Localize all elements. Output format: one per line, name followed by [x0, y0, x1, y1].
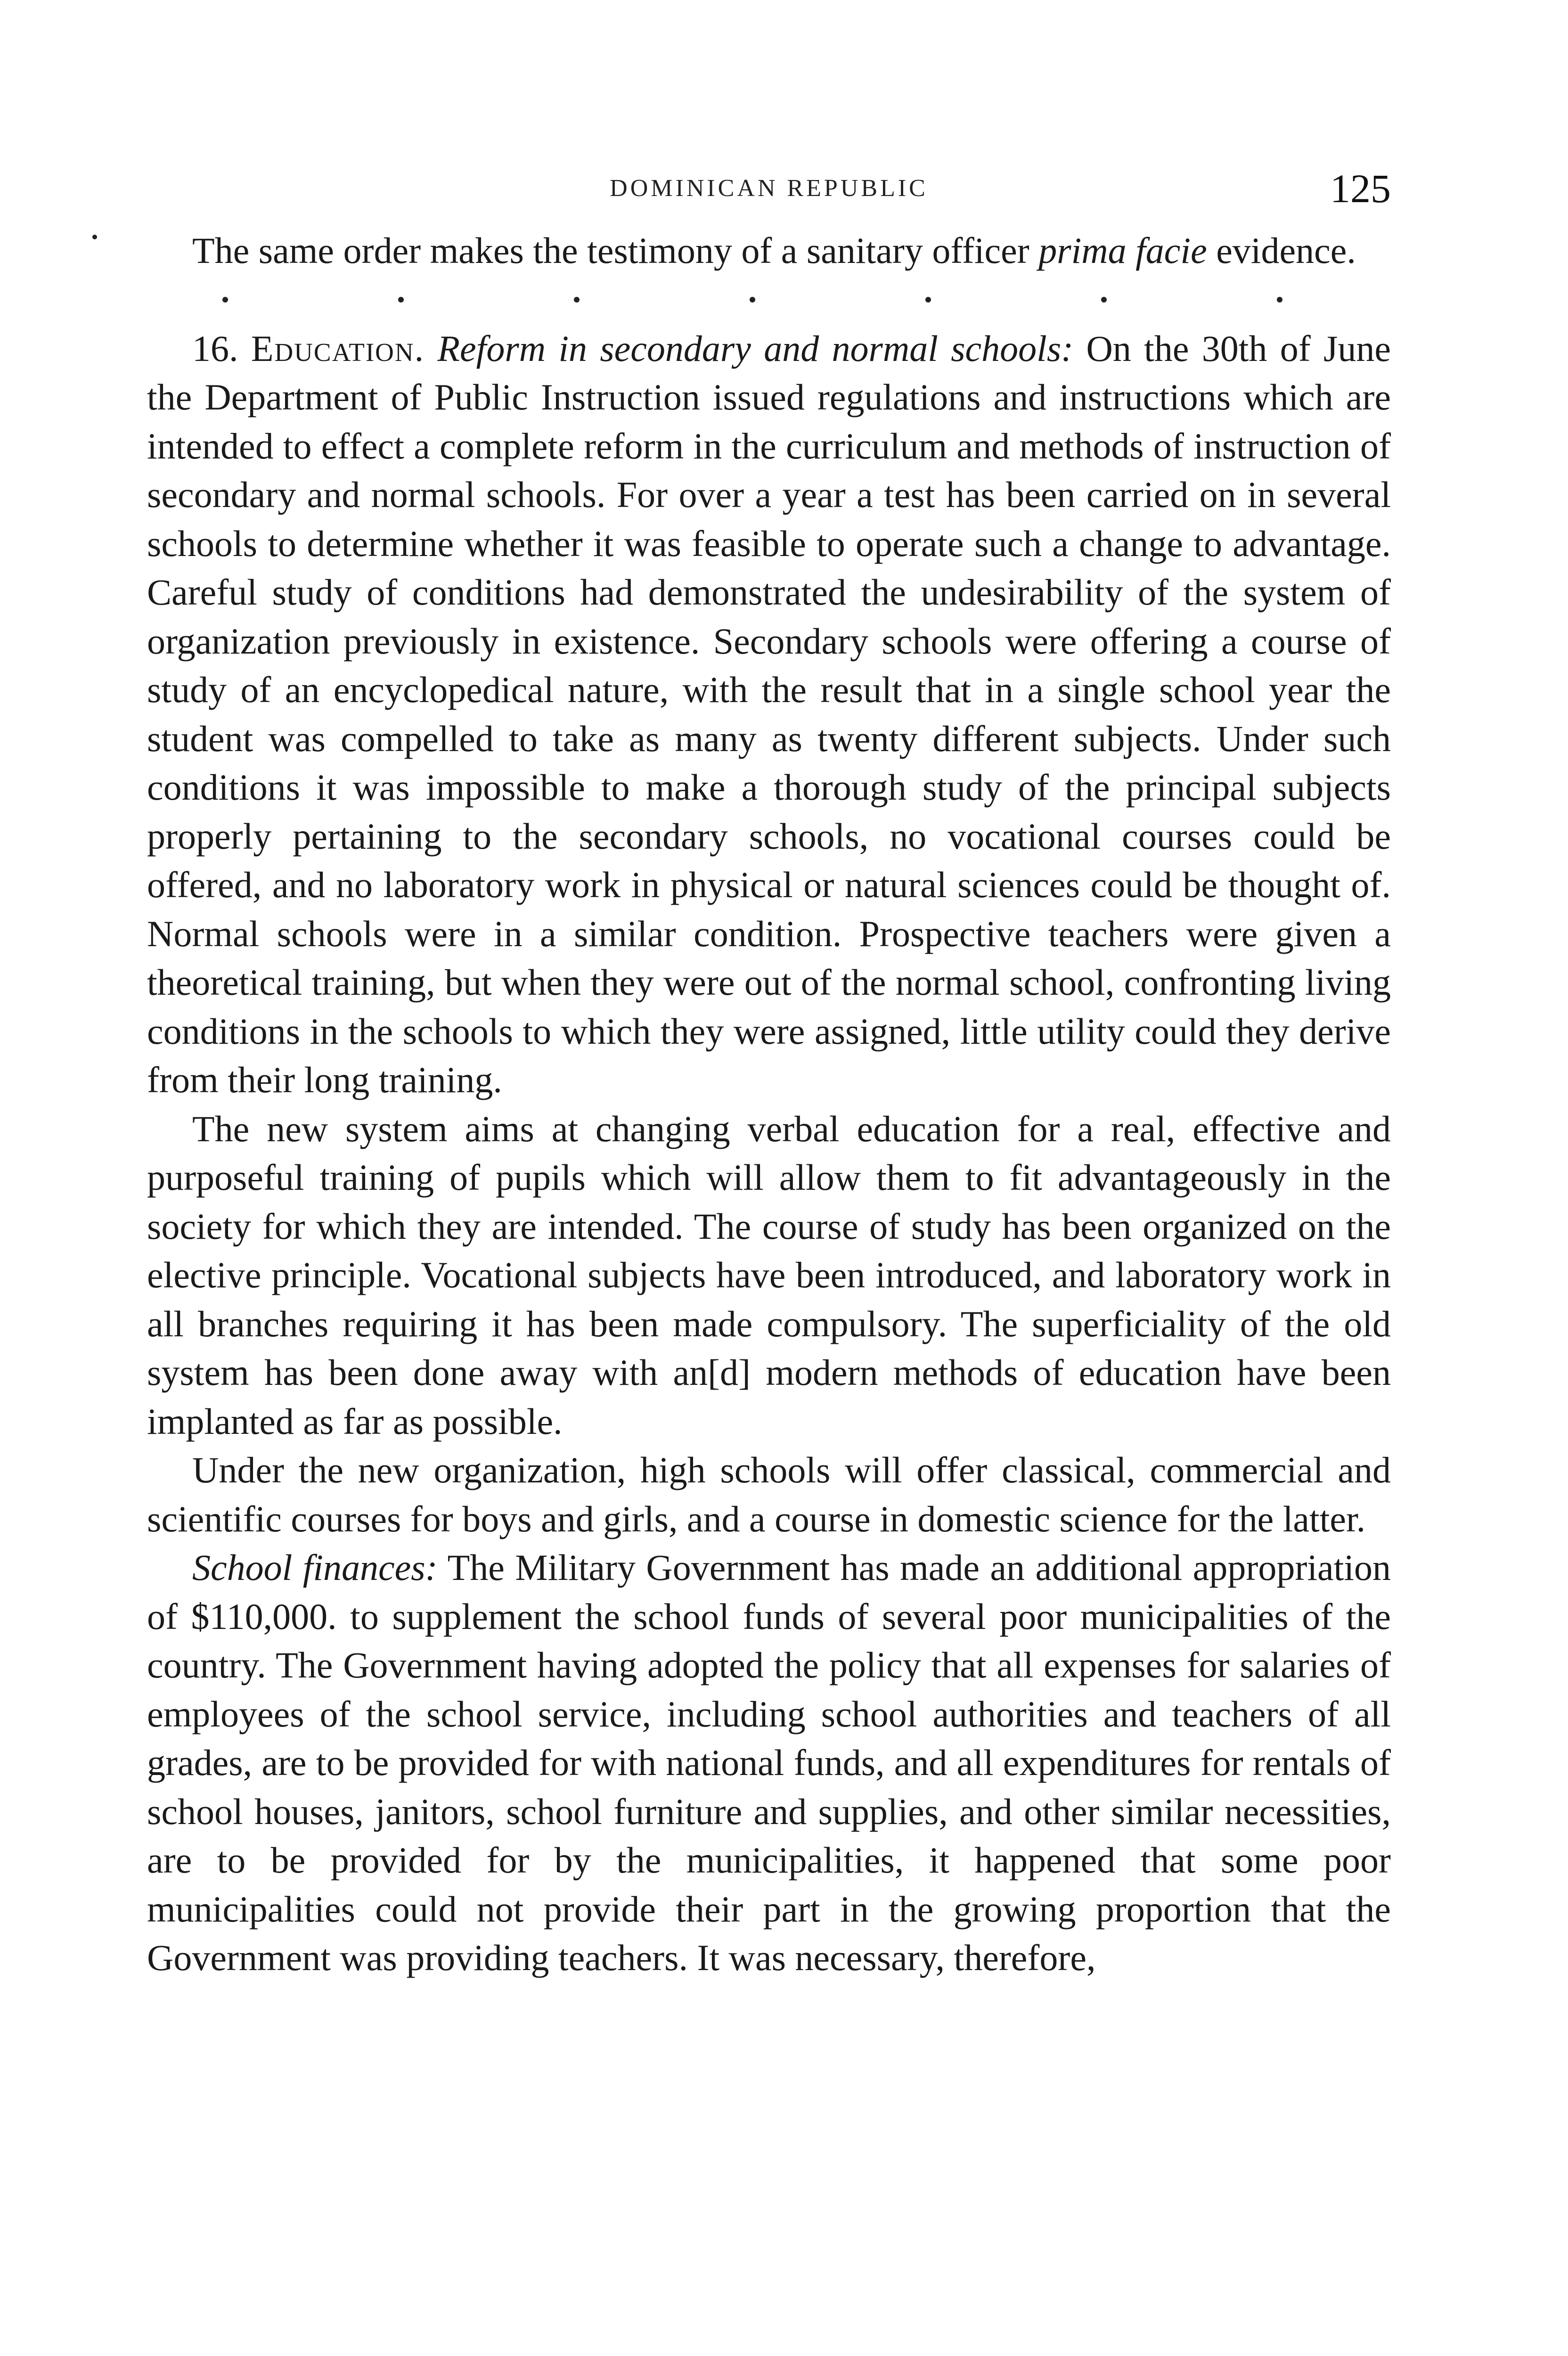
document-page: [147, 155, 1391, 1982]
paragraph-education-reform: [147, 324, 1391, 1104]
ellipsis-dot: [574, 297, 580, 303]
paragraph-text: The same order makes the testimony of a sanitary officer: [192, 230, 1039, 271]
section-number: 16.: [192, 327, 251, 369]
paragraph-sanitary-order: [147, 226, 1391, 275]
page-number: 125: [1330, 166, 1391, 211]
body-text: [147, 226, 1391, 1982]
paragraph-text-end: evidence.: [1207, 230, 1356, 271]
paragraph-text: The Military Government has made an additional appropriation of $110,000. to supplement the school funds of several poor municipalities of the country. The Government having adopted the policy that all expenses for salaries of employees of the school service, including school authorities and teachers of all grades, are to be provided for with national funds, and all expenditures for rentals of school houses, janitors, school furniture and supplies, and other similar necessities, are to be provided for by the municipalities, it happened that some poor municipalities could not provide their part in the growing proportion that the Government was providing teachers. It was necessary, therefore,: [147, 1547, 1391, 1978]
paragraph-new-system: The new system aims at changing verbal education for a real, effective and purposeful training of pupils which will allow them to fit advantageously in the society for which they are intended. The course of study has been organized on the elective principle. Vocational subjects have been introduced, and laboratory work in all branches requiring it has been made compulsory. The superficiality of the old system has been done away with an[d] modern methods of education have been implanted as far as possible.: [147, 1108, 1391, 1442]
paragraph-text: On the 30th of June the Department of Public Instruction issued regulations and instructions which are intended to effect a complete reform in the curriculum and methods of instruction of secondary and normal schools. For over a year a test has been carried on in several schools to determine whether it was feasible to operate such a change to advantage. Careful study of conditions had demonstrated the undesirability of the system of organization previously in existence. Secondary schools were offering a course of study of an encyclopedical nature, with the result that in a single school year the student was compelled to take as many as twenty different subjects. Under such conditions it was impossible to make a thorough study of the principal subjects properly pertaining to the secondary schools, no vocational courses could be offered, and no laboratory work in physical or natural sciences could be thought of. Normal schools were in a similar condition. Prospective teachers were given a theoretical training, but when they were out of the normal school, confronting living conditions in the schools to which they were assigned, little utility could they derive from their long training.: [147, 327, 1391, 1100]
italic-phrase: prima facie: [1038, 230, 1207, 271]
stray-ink-mark: [92, 235, 97, 239]
subheading-reform: Reform in secondary and normal schools:: [437, 327, 1074, 369]
ellipsis-dot: [1277, 297, 1282, 303]
ellipsis-dot: [398, 297, 404, 303]
ellipsis-separator: [147, 275, 1391, 324]
running-title: DOMINICAN REPUBLIC: [610, 175, 928, 202]
paragraph-school-finances: [147, 1543, 1391, 1982]
paragraph-new-organization: Under the new organization, high schools will offer classical, commercial and scientific courses for boys and girls, and a course in domestic science for the latter.: [147, 1449, 1391, 1539]
ellipsis-dot: [1101, 297, 1107, 303]
section-title: Education.: [251, 327, 425, 369]
running-header: [147, 155, 1391, 211]
ellipsis-dot: [925, 297, 931, 303]
ellipsis-dot: [222, 297, 228, 303]
subheading-finances: School finances:: [192, 1547, 438, 1588]
ellipsis-dot: [750, 297, 755, 303]
